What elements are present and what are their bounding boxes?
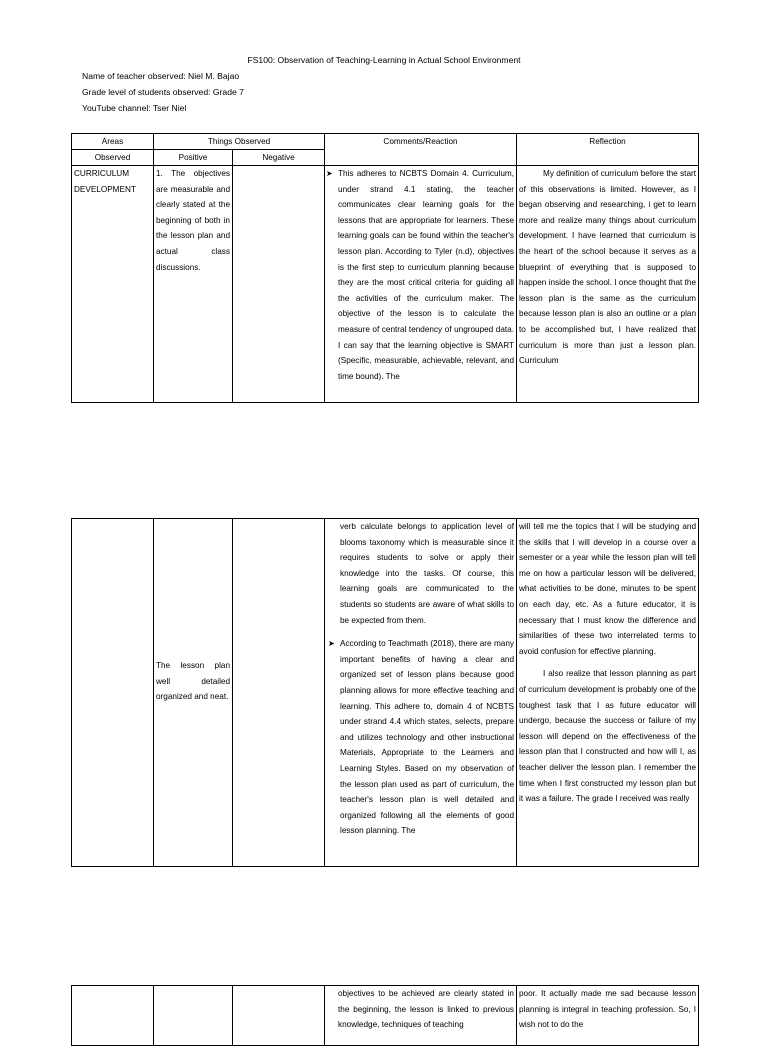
document-title: FS100: Observation of Teaching-Learning in Actual School Environment [247,55,521,65]
comment-cell [325,519,517,867]
reflection-cell [517,519,699,867]
comment-cell [325,166,517,403]
negative-cell [233,166,325,403]
comment-cell: objectives to be achieved are clearly stated in the beginning, the lesson is linked to previous knowledge, techniques of teaching [325,986,517,1046]
comment-text: This adheres to NCBTS Domain 4. Curriculum, under strand 4.1 stating, the teacher communicates clear learning goals for the lessons that are appropriate for learners. These learning goals can be found within the teacher's lesson plan. According to Tyler (n.d), objectives is the first step to curriculum planning because they are the most critical criteria for guiding all the activities of the curriculum maker. The objective of the lesson is to calculate the measure of central tendency of ungrouped data. I can say that the learning objective is SMART (Specific, measurable, achievable, relevant, and time bound). The [338,169,515,381]
comments-header: Comments/Reaction [325,134,517,166]
negative-cell [233,519,325,867]
area-cell [72,519,154,867]
reflection-paragraph: I also realize that lesson planning as part of curriculum development is probably one of the toughest task that I as future educator will undergo, because the success or failure of my lesson will depend on the effectiveness of the lesson plan that I constructed and how will I, as teacher deliver the lesson plan. I remember the time when I first constructed my lesson plan but it was a failure. The grade I received was really [519,669,696,804]
observation-table-page-3 [71,985,699,1046]
positive-cell [154,986,233,1046]
negative-header: Negative [233,150,325,166]
area-cell [72,986,154,1046]
positive-header: Positive [154,150,233,166]
comment-text-continued: verb calculate belongs to application level of blooms taxonomy which is measurable since it requires students to solve or apply their knowledge into the tasks. Of course, this learning goals are communicated to the students so students are aware of what skills to be expected from them. [340,522,514,625]
observed-header: Observed [72,150,154,166]
reflection-cell: poor. It actually made me sad because lesson planning is integral in teaching profession. So, I wish not to do the [517,986,699,1046]
grade-level: Grade level of students observed: Grade 7 [82,87,244,97]
positive-cell: The lesson plan well detailed organized and neat. [154,519,233,867]
youtube-channel: YouTube channel: Tser Niel [82,103,187,113]
observation-table-page-2 [71,518,699,867]
observation-table-page-1 [71,133,699,403]
reflection-header: Reflection [517,134,699,166]
teacher-observed: Name of teacher observed: Niel M. Bajao [82,71,240,81]
things-observed-header: Things Observed [154,134,325,150]
negative-cell [233,986,325,1046]
positive-cell: 1. The objectives are measurable and clearly stated at the beginning of both in the lesson plan and actual class discussions. [154,166,233,403]
arrow-bullet-icon: ➤ [326,169,333,178]
reflection-cell: My definition of curriculum before the start of this observations is limited. However, as I began observing and researching, i get to learn more and realize many things about curriculum development. I have learned that curriculum is the heart of the school because it serves as a blueprint of everything that is supposed to happen inside the school. I once thought that the lesson plan is the same as the curriculum because lesson plan is also an outline or a plan to be accomplished but, I have realized that curriculum is more than just a lesson plan. Curriculum [517,166,699,403]
area-cell: CURRICULUM DEVELOPMENT [72,166,154,403]
comment-bullet-item [327,636,514,839]
reflection-text-continued: will tell me the topics that I will be studying and the skills that I will develop in a course over a semester or a year while the lesson plan will tell me on how a particular lesson will be delivered, what activities to be done, minutes to be spent on each day, etc. As a future educator, it is necessary that I must know the difference and similarities of these two interrelated terms to avoid confusion for effective planning. [519,522,696,656]
areas-header: Areas [72,134,154,150]
arrow-bullet-icon: ➤ [328,639,335,649]
comment-text: According to Teachmath (2018), there are many important benefits of having a clear and organized set of lesson plans because good planning allows for more effective teaching and learning. This adhere to, domain 4 of NCBTS under strand 4.4 which states, selects, prepare and utilizes technology and other instructional Materials, Appropriate to the Learners and Learning Styles. Based on my observation of the lesson plan used as part of curriculum, the teacher's lesson plan is well detailed and organized following all the elements of good lesson planning. The [340,639,514,836]
